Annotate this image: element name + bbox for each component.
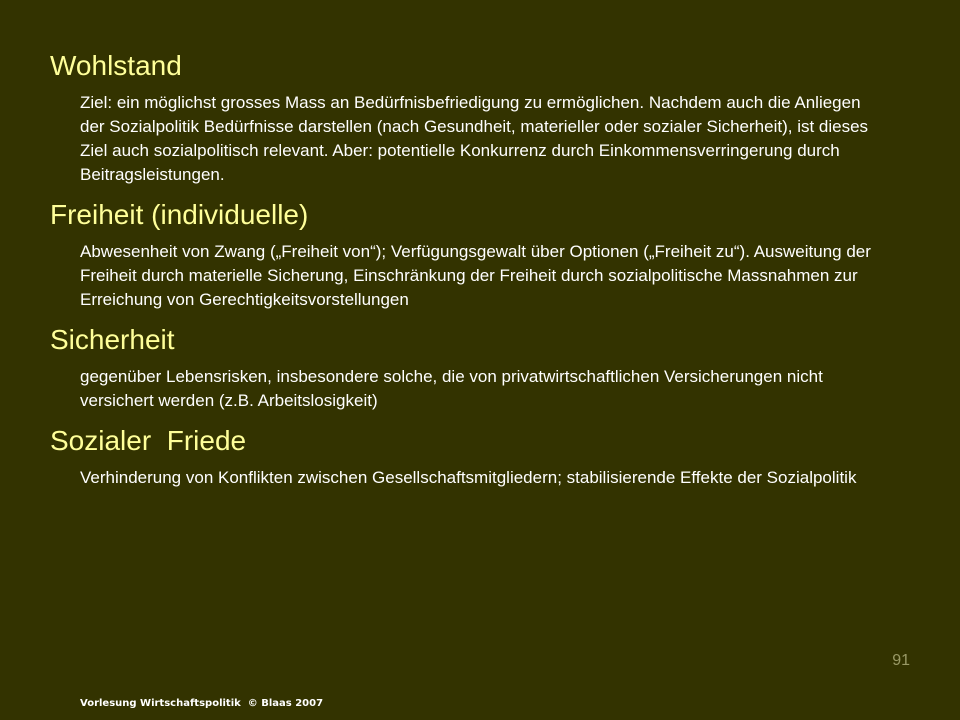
section-body: gegenüber Lebensrisken, insbesondere solche, die von privatwirtschaftlichen Versicherungen nicht versichert werden (z.B. Arbeitslosigkeit) <box>80 367 823 410</box>
section-wohlstand <box>50 46 880 187</box>
section-body: Ziel: ein möglichst grosses Mass an Bedürfnisbefriedigung zu ermöglichen. Nachdem auch die Anliegen der Sozialpolitik Bedürfnisse darstellen (nach Gesundheit, materieller oder sozialer Sicherheit), ist dieses Ziel auch sozialpolitisch relevant. Aber: potentielle Konkurrenz durch Einkommensverringerung durch Beitragsleistungen. <box>80 93 869 184</box>
section-heading: Freiheit (individuelle) <box>50 199 309 230</box>
section-sicherheit <box>50 320 880 413</box>
section-freiheit <box>50 195 880 312</box>
section-heading: Sozialer Friede <box>50 425 247 456</box>
section-body: Verhinderung von Konflikten zwischen Gesellschaftsmitgliedern; stabilisierende Effekte der Sozialpolitik <box>80 468 857 487</box>
page-number: 91 <box>892 652 910 669</box>
content-sections <box>50 46 880 498</box>
section-heading: Wohlstand <box>50 50 182 81</box>
section-sozialer-friede <box>50 421 880 490</box>
footer-text: Vorlesung Wirtschaftspolitik © Blaas 2007 <box>80 698 324 709</box>
section-heading: Sicherheit <box>50 324 175 355</box>
section-body: Abwesenheit von Zwang („Freiheit von“); Verfügungsgewalt über Optionen („Freiheit zu“). Ausweitung der Freiheit durch materielle Sicherung, Einschränkung der Freiheit durch sozialpolitische Massnahmen zur Erreichung von Gerechtigkeitsvorstellungen <box>80 242 871 309</box>
